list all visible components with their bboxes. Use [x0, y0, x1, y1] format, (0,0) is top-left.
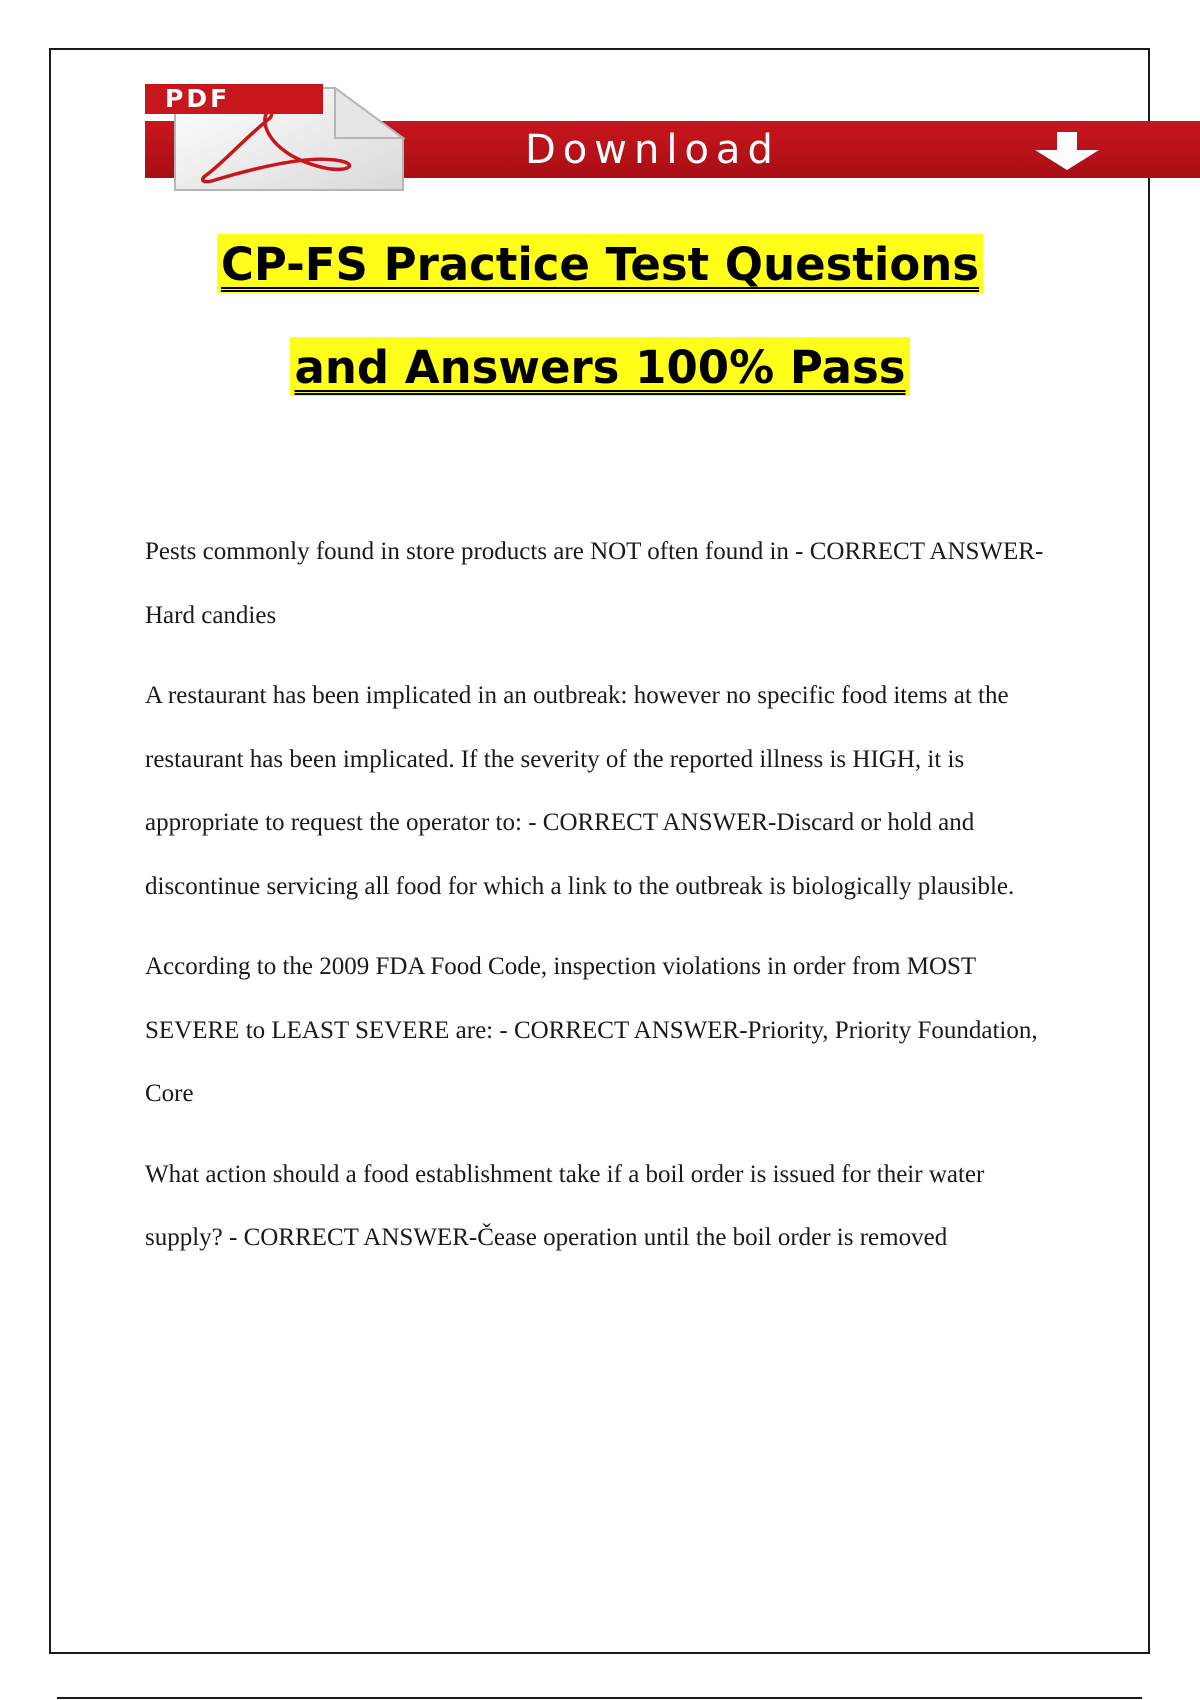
qa-item: According to the 2009 FDA Food Code, inspection violations in order from MOST SEVERE to LEAST SEVERE are: - CORRECT ANSWER-Priority, Priority Foundation, Core [145, 953, 1038, 1107]
document-title-line-2 [0, 341, 1200, 394]
download-arrow-icon [1027, 130, 1107, 172]
pdf-badge: PDF [145, 84, 323, 114]
title-text-1: CP-FS Practice Test Questions [217, 234, 983, 293]
title-text-2: and Answers 100% Pass [290, 337, 909, 396]
question-answer-list [145, 520, 1065, 1287]
qa-item: A restaurant has been implicated in an outbreak: however no specific food items at the restaurant has been implicated. If the severity of the reported illness is HIGH, it is appropriate to request the operator to: - CORRECT ANSWER-Discard or hold and discontinue servicing all food for which a link to the outbreak is biologically plausible. [145, 682, 1015, 900]
document-title-line-1 [0, 238, 1200, 291]
download-banner[interactable] [145, 78, 1200, 198]
pdf-file-icon [145, 78, 410, 193]
qa-item: What action should a food establishment take if a boil order is issued for their water supply? - CORRECT ANSWER-Čease operation until the boil order is removed [145, 1160, 985, 1251]
download-label: Download [525, 127, 780, 173]
bottom-rule [57, 1697, 1142, 1699]
qa-item: Pests commonly found in store products are NOT often found in - CORRECT ANSWER-Hard candies [145, 538, 1044, 629]
